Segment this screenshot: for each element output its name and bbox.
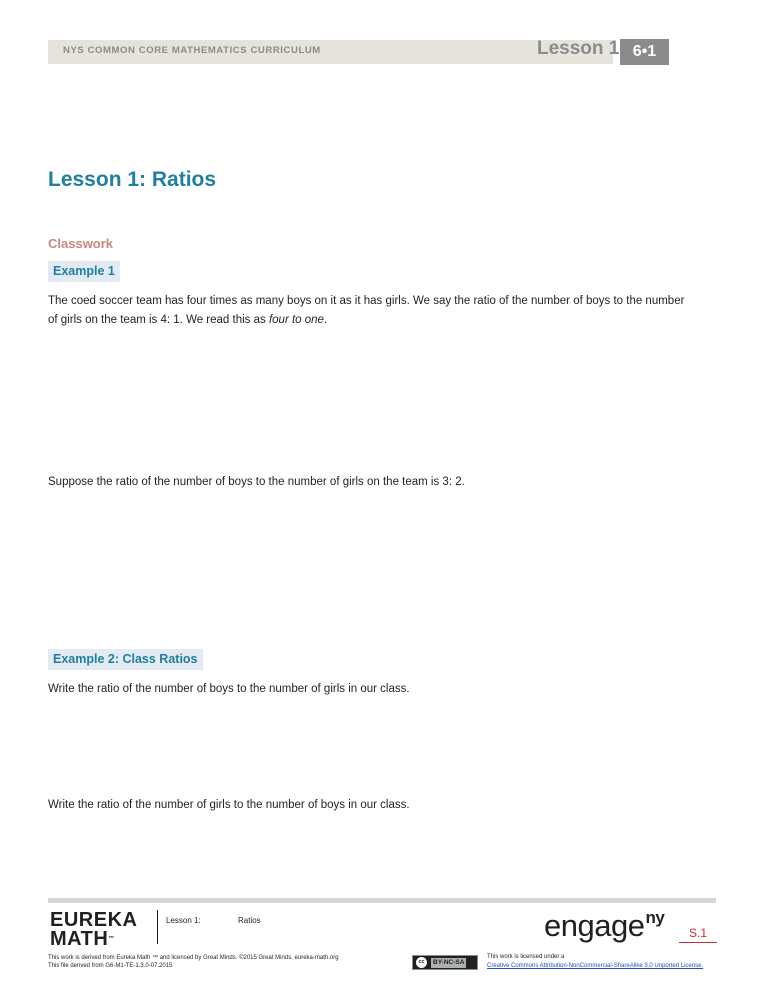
cc-license-badge[interactable] <box>412 955 478 970</box>
logo-trademark: ™ <box>108 936 115 942</box>
logo-line-1: EUREKA <box>50 909 138 931</box>
license-label: This work is licensed under a <box>487 954 565 960</box>
example-1-text: The coed soccer team has four times as many boys on it as it has girls. We say the ratio of the number of boys to the number of girls on the team is 4: 1. We read this as <box>48 295 685 326</box>
engageny-logo <box>544 908 664 944</box>
ny-text: ny <box>645 908 665 927</box>
cc-badge-text: BY-NC-SA <box>433 958 465 966</box>
page-title: Lesson 1: Ratios <box>48 168 217 191</box>
example-2-prompt-2: Write the ratio of the number of girls to the number of boys in our class. <box>48 799 410 811</box>
footer-divider <box>157 910 158 944</box>
footer-lesson-label: Lesson 1: <box>166 916 201 925</box>
example-1-paragraph <box>48 292 688 330</box>
curriculum-label: NYS COMMON CORE MATHEMATICS CURRICULUM <box>63 45 321 56</box>
example-2-tag: Example 2: Class Ratios <box>48 649 203 670</box>
cc-icon: cc <box>416 957 427 968</box>
eureka-math-logo <box>50 911 137 949</box>
header-lesson-label: Lesson 1 <box>537 38 620 59</box>
example-1-tag: Example 1 <box>48 261 120 282</box>
logo-line-2: MATH <box>50 928 109 950</box>
engage-text: engage <box>544 908 645 943</box>
license-link[interactable]: Creative Commons Attribution-NonCommercial-ShareAlike 3.0 Unported License. <box>487 963 704 969</box>
footer-source: This file derived from G6-M1-TE-1.3.0-07.2015 <box>48 963 173 969</box>
module-badge: 6•1 <box>620 39 669 65</box>
footer-rule <box>48 898 716 903</box>
footer-credit: This work is derived from Eureka Math ™ and licensed by Great Minds. ©2015 Great Minds. eureka-math.org <box>48 955 339 961</box>
example-1-followup: Suppose the ratio of the number of boys to the number of girls on the team is 3: 2. <box>48 476 465 488</box>
section-heading: Classwork <box>48 236 114 251</box>
example-1-emphasis: four to one <box>268 314 324 326</box>
example-1-end: . <box>323 314 328 326</box>
page-number: S.1 <box>679 926 717 943</box>
footer-topic-label: Ratios <box>238 916 261 925</box>
example-2-prompt-1: Write the ratio of the number of boys to the number of girls in our class. <box>48 683 410 695</box>
